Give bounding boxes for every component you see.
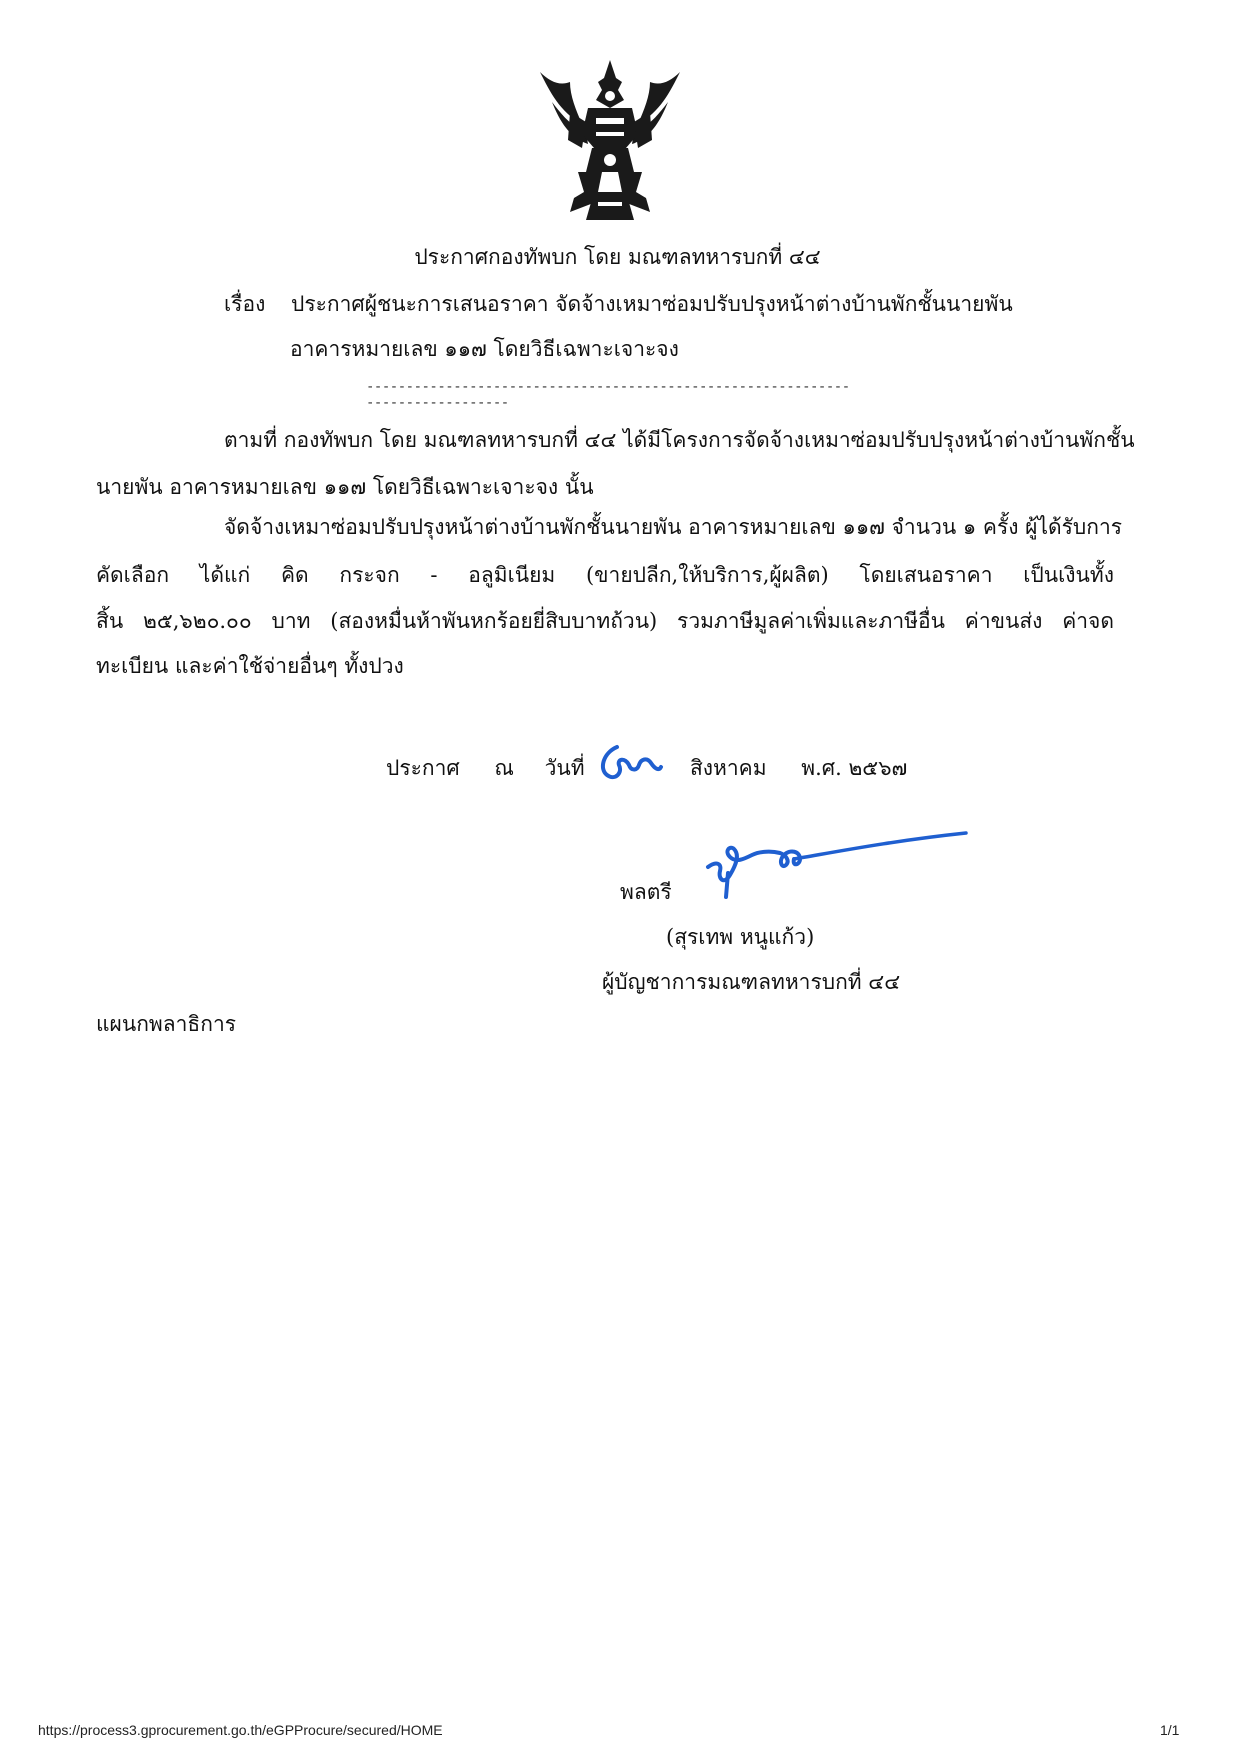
announcement-year: พ.ศ. ๒๕๖๗ — [801, 756, 908, 780]
handwritten-day — [595, 743, 665, 787]
signature — [700, 815, 970, 905]
signer-name: (สุรเทพ หนูแก้ว) — [666, 925, 815, 949]
announcement-day-label: วันที่ — [544, 756, 585, 780]
announcement-date-line — [386, 743, 907, 787]
announcement-month: สิงหาคม — [689, 756, 767, 780]
paragraph-1-line-2: นายพัน อาคารหมายเลข ๑๑๗ โดยวิธีเฉพาะเจาะจง นั้น — [96, 475, 594, 499]
garuda-emblem-icon — [530, 52, 690, 224]
paragraph-2-line-4: ทะเบียน และค่าใช้จ่ายอื่นๆ ทั้งปวง — [96, 654, 404, 678]
department-label: แผนกพลาธิการ — [96, 1012, 237, 1036]
footer-page-number: 1/1 — [1160, 1722, 1180, 1738]
page-title: ประกาศกองทัพบก โดย มณฑลทหารบกที่ ๔๔ — [414, 245, 821, 269]
separator-line: ------------------------------------------------------------------------------- — [366, 379, 850, 411]
signer-rank: พลตรี — [620, 880, 672, 904]
subject-label: เรื่อง — [224, 292, 266, 316]
signer-position: ผู้บัญชาการมณฑลทหารบกที่ ๔๔ — [602, 970, 901, 994]
paragraph-2-line-2: คัดเลือก ได้แก่ คิด กระจก - อลูมิเนียม (ขายปลีก,ให้บริการ,ผู้ผลิต) โดยเสนอราคา เป็นเงินทั้ง — [96, 563, 1114, 587]
subject-text-line-1: ประกาศผู้ชนะการเสนอราคา จัดจ้างเหมาซ่อมปรับปรุงหน้าต่างบ้านพักชั้นนายพัน — [291, 292, 1013, 316]
announcement-prefix: ประกาศ — [386, 756, 460, 780]
paragraph-1-line-1: ตามที่ กองทัพบก โดย มณฑลทหารบกที่ ๔๔ ได้มีโครงการจัดจ้างเหมาซ่อมปรับปรุงหน้าต่างบ้านพักชั้น — [224, 428, 1135, 452]
footer-url: https://process3.gprocurement.go.th/eGPProcure/secured/HOME — [38, 1722, 443, 1738]
subject-text-line-2: อาคารหมายเลข ๑๑๗ โดยวิธีเฉพาะเจาะจง — [290, 337, 679, 361]
paragraph-2-line-3: สิ้น ๒๕,๖๒๐.๐๐ บาท (สองหมื่นห้าพันหกร้อยยี่สิบบาทถ้วน) รวมภาษีมูลค่าเพิ่มและภาษีอื่น ค่าขนส่ง ค่าจด — [96, 609, 1114, 633]
announcement-at: ณ — [494, 756, 514, 780]
paragraph-2-line-1: จัดจ้างเหมาซ่อมปรับปรุงหน้าต่างบ้านพักชั้นนายพัน อาคารหมายเลข ๑๑๗ จำนวน ๑ ครั้ง ผู้ได้รับการ — [224, 515, 1123, 539]
